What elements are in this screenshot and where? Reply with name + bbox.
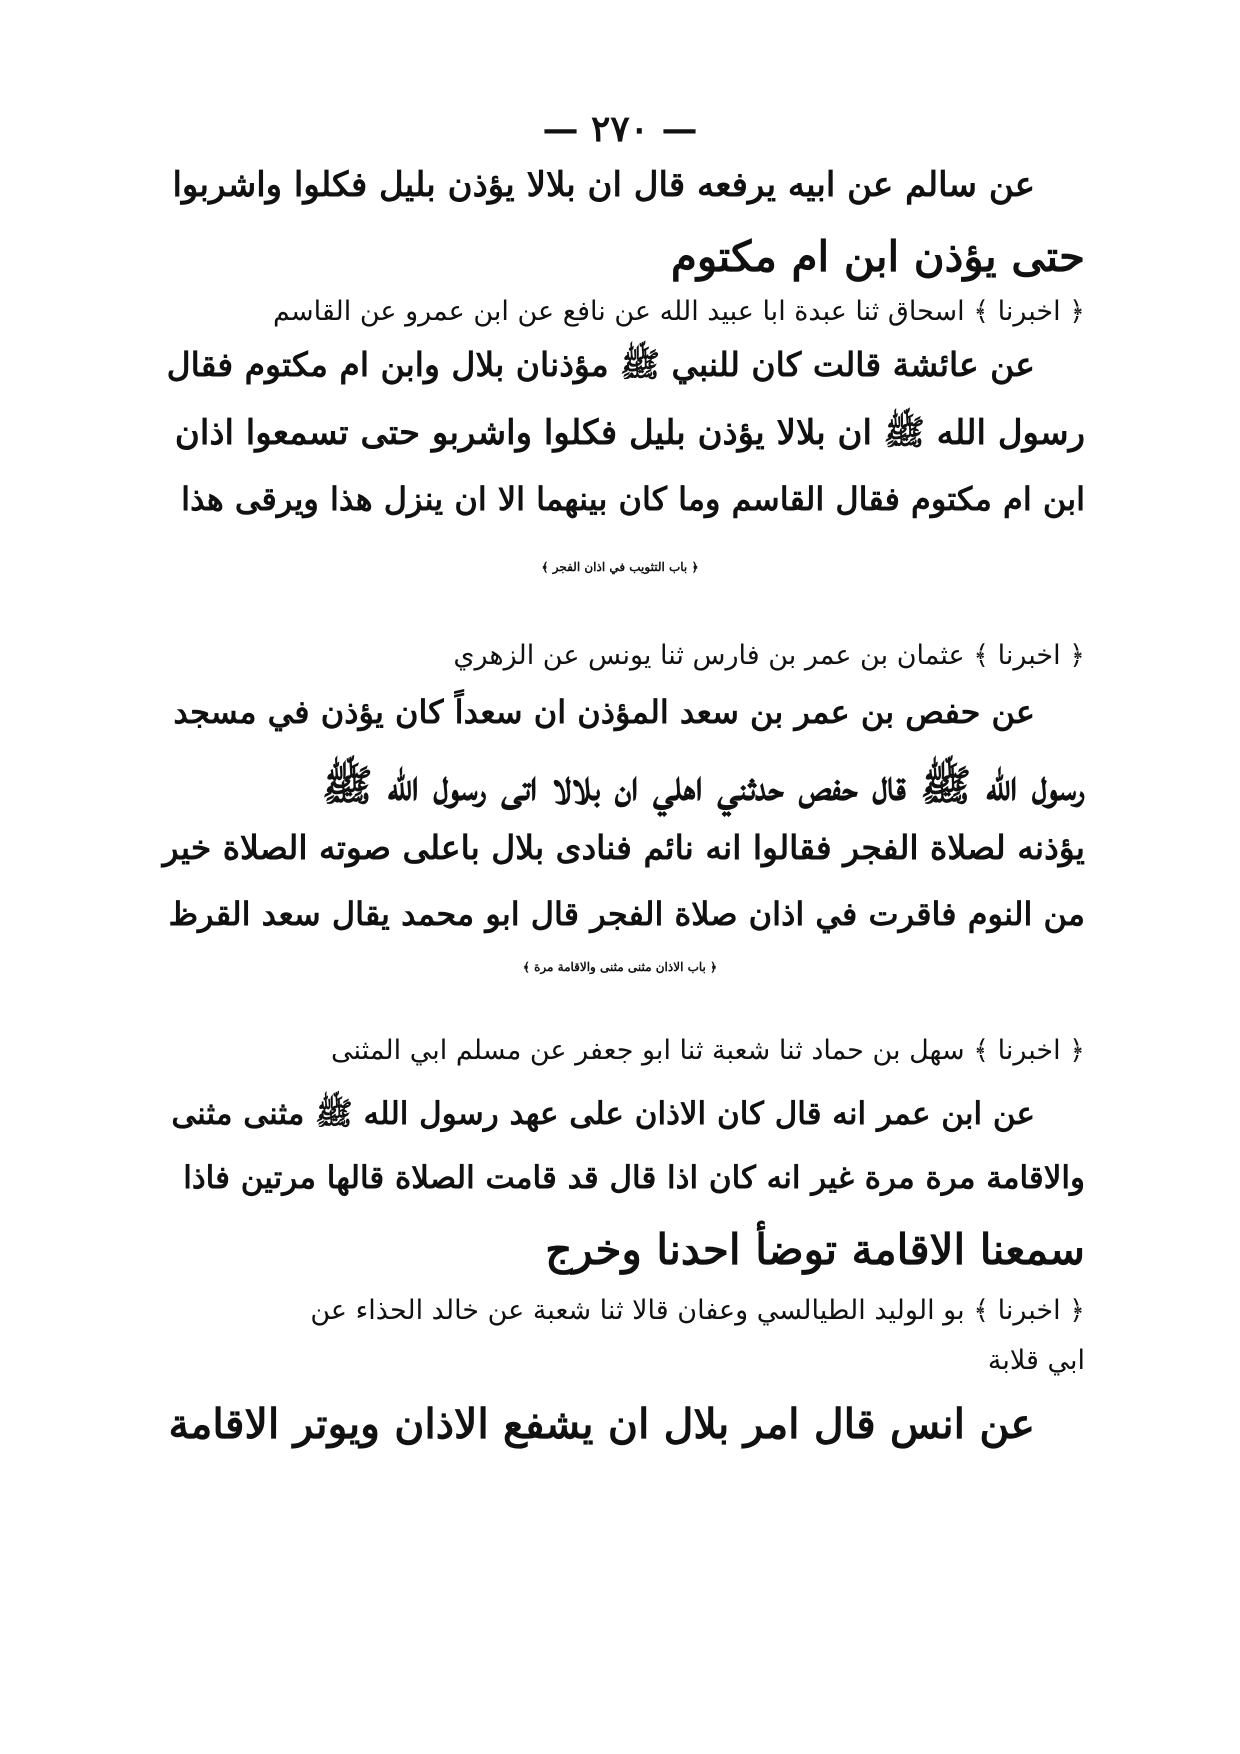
text-line-5: ابن ام مكتوم فقال القاسم وما كان بينهما الا ان ينزل هذا ويرقى هذا <box>181 480 1085 518</box>
text-line-11: والاقامة مرة مرة غير انه كان اذا قال قد قامت الصلاة قالها مرتين فاذا <box>183 1160 1085 1196</box>
text-line-4: رسول الله ﷺ ان بلالا يؤذن بليل فكلوا واشربو حتى تسمعوا اذان <box>174 413 1085 453</box>
text-line-2: حتى يؤذن ابن ام مكتوم <box>670 232 1085 281</box>
text-line-7: رسول الله ﷺ قال حفص حدثني اهلي ان بلالا اتى رسول الله ﷺ <box>322 761 1085 810</box>
text-line-9: من النوم فاقرت في اذان صلاة الفجر قال ابو محمد يقال سعد القرظ <box>168 895 1085 933</box>
page-number: — ٢٧٠ — <box>542 108 698 150</box>
isnad-line-5: ابي قلابة <box>987 1345 1085 1376</box>
text-line-1: عن سالم عن ابيه يرفعه قال ان بلالا يؤذن بليل فكلوا واشربوا <box>172 165 1035 205</box>
text-line-3: عن عائشة قالت كان للنبي ﷺ مؤذنان بلال وابن ام مكتوم فقال <box>166 345 1035 384</box>
text-line-10: عن ابن عمر انه قال كان الاذان على عهد رسول الله ﷺ مثنى مثنى <box>171 1096 1035 1132</box>
isnad-line-3: ﴿ اخبرنا ﴾ سهل بن حماد ثنا شعبة ثنا ابو جعفر عن مسلم ابي المثنى <box>331 1035 1085 1066</box>
chapter-heading-2: ﴿ باب الاذان مثنى مثنى والاقامة مرة ﴾ <box>522 960 718 974</box>
chapter-heading-1: ﴿ باب التثويب في اذان الفجر ﴾ <box>541 560 699 574</box>
text-line-8: يؤذنه لصلاة الفجر فقالوا انه نائم فنادى بلال باعلى صوته الصلاة خير <box>162 828 1085 867</box>
text-line-13: عن انس قال امر بلال ان يشفع الاذان ويوتر الاقامة <box>168 1400 1035 1448</box>
text-line-6: عن حفص بن عمر بن سعد المؤذن ان سعداً كان يؤذن في مسجد <box>173 693 1035 731</box>
text-line-12: سمعنا الاقامة توضأ احدنا وخرج <box>545 1225 1085 1274</box>
isnad-line-1: ﴿ اخبرنا ﴾ اسحاق ثنا عبدة ابا عبيد الله عن نافع عن ابن عمرو عن القاسم <box>273 296 1085 327</box>
isnad-line-2: ﴿ اخبرنا ﴾ عثمان بن عمر بن فارس ثنا يونس عن الزهري <box>453 640 1085 671</box>
isnad-line-4: ﴿ اخبرنا ﴾ بو الوليد الطيالسي وعفان قالا ثنا شعبة عن خالد الحذاء عن <box>310 1295 1085 1326</box>
